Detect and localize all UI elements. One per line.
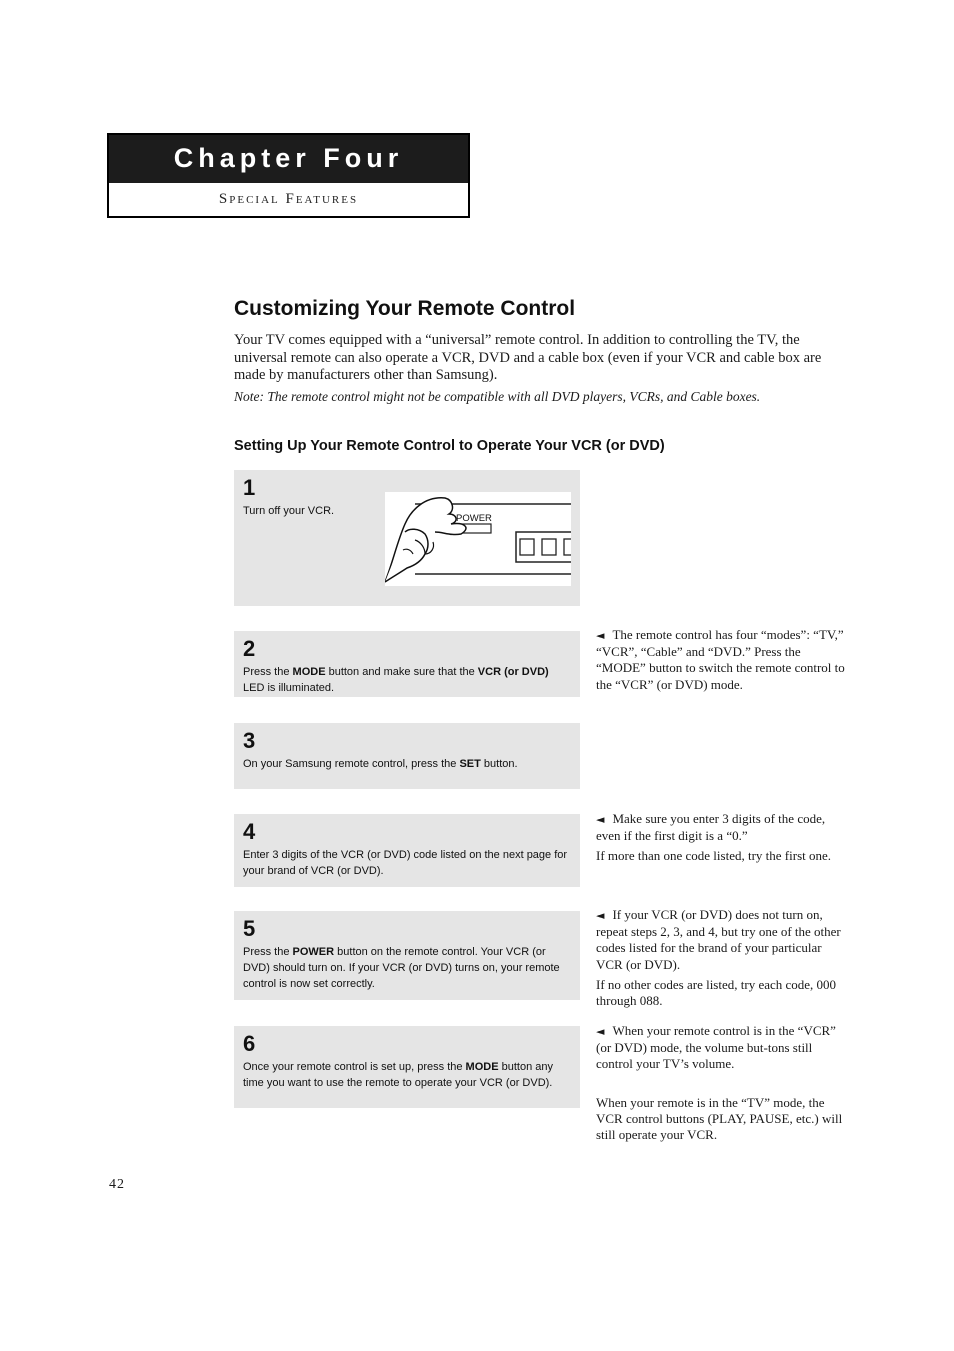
step-text: On your Samsung remote control, press the SET button. — [243, 758, 518, 770]
step-number: 5 — [243, 916, 256, 941]
chapter-title: Chapter Four — [109, 135, 468, 183]
side-note-step-4: ◄ Make sure you enter 3 digits of the code, even if the first digit is a “0.” If more than one code listed, try the first one. — [596, 811, 832, 864]
step-number: 6 — [243, 1031, 256, 1056]
step-text: Turn off your VCR. — [243, 505, 335, 517]
page-number: 42 — [109, 1177, 125, 1192]
step-5 — [234, 911, 580, 1000]
step-number: 3 — [243, 728, 256, 753]
side-note-step-6: ◄ When your remote control is in the “VCR” (or DVD) mode, the volume but-tons still control your TV’s volume. When your remote is in the “TV” mode, the VCR control buttons (PLAY, PAUSE, etc.) will still operate your VCR. — [596, 1023, 843, 1143]
step-4 — [234, 814, 580, 887]
side-note-step-2: ◄ The remote control has four “modes”: “TV,” “VCR”, “Cable” and “DVD.” Press the “MODE” button to switch the remote control to the “VCR” (or DVD) mode. — [596, 627, 845, 692]
step-text: Once your remote control is set up, press the MODE button any time you want to use the remote to operate your VCR (or DVD). — [243, 1061, 553, 1089]
step-number: 2 — [243, 636, 256, 661]
section-title: Customizing Your Remote Control — [234, 297, 576, 320]
step-1 — [234, 470, 580, 606]
step-6 — [234, 1026, 580, 1108]
intro-paragraph: Your TV comes equipped with a “universal” remote control. In addition to controlling the TV, the universal remote can also operate a VCR, DVD and a cable box (even if your VCR and cable box are made by manufacturers other than Samsung). — [234, 332, 822, 383]
step-number: 1 — [243, 475, 256, 500]
arrow-left-icon: ◄ — [596, 813, 605, 826]
step-text: Press the MODE button and make sure that the VCR (or DVD) LED is illuminated. — [243, 666, 549, 694]
step-number: 4 — [243, 819, 256, 844]
step-text: Enter 3 digits of the VCR (or DVD) code listed on the next page for your brand of VCR (or DVD). — [243, 849, 568, 877]
compatibility-note: Note: The remote control might not be compatible with all DVD players, VCRs, and Cable boxes. — [234, 389, 761, 404]
hand-pressing-power-button-icon — [385, 492, 571, 586]
step-2 — [234, 631, 580, 697]
step-3 — [234, 723, 580, 789]
power-label: POWER — [456, 513, 492, 524]
step-text: Press the POWER button on the remote control. Your VCR (or DVD) should turn on. If your VCR (or DVD) turns on, your remote control is now set correctly. — [243, 946, 560, 990]
arrow-left-icon: ◄ — [596, 909, 605, 922]
arrow-left-icon: ◄ — [596, 1025, 605, 1038]
subheading: Setting Up Your Remote Control to Operate Your VCR (or DVD) — [234, 438, 665, 454]
chapter-header — [107, 133, 470, 218]
chapter-subtitle: Special Features — [218, 191, 359, 207]
arrow-left-icon: ◄ — [596, 629, 605, 642]
side-note-step-5: ◄ If your VCR (or DVD) does not turn on, repeat steps 2, 3, and 4, but try one of the other codes listed for the brand of your particular VCR (or DVD). If no other codes are listed, try each code, 000 through 088. — [596, 907, 841, 1009]
